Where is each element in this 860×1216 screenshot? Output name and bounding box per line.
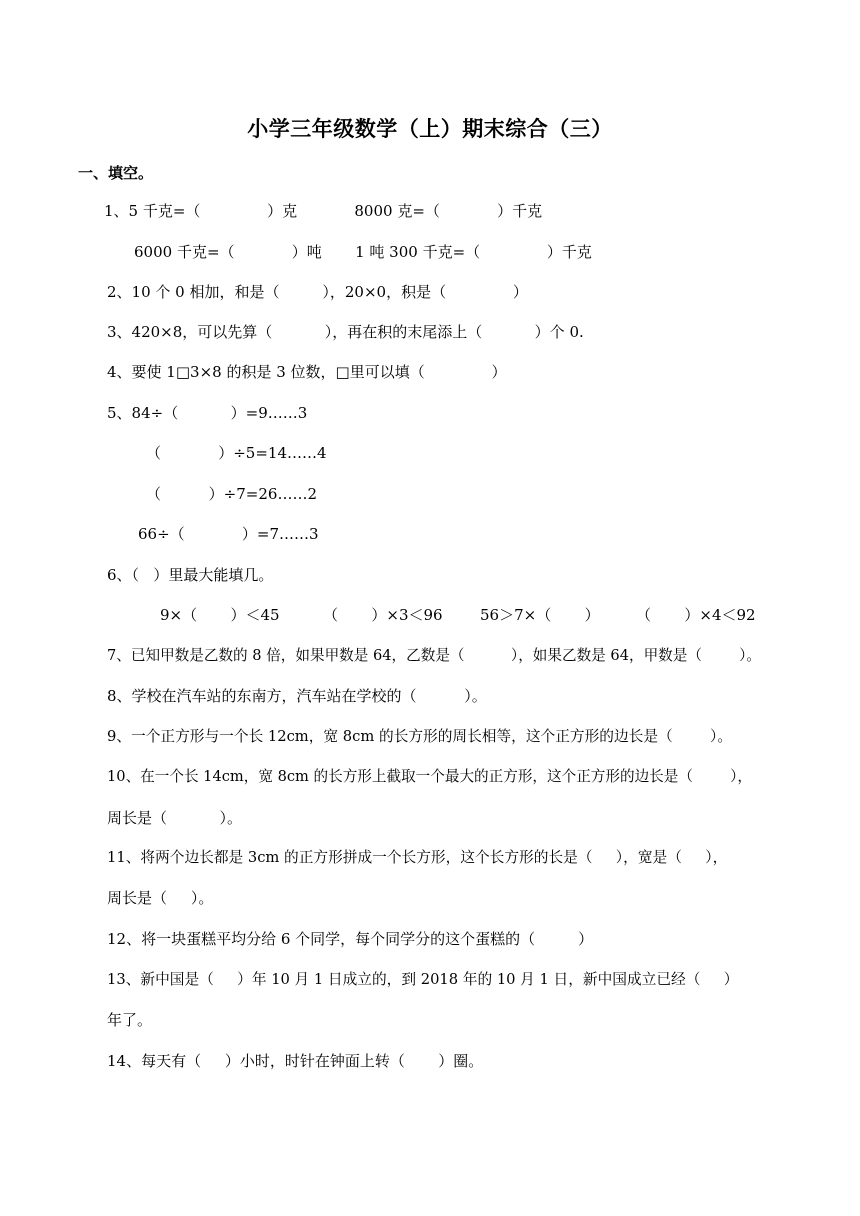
question-1-line-2: 6000 千克=（ ）吨 1 吨 300 千克=（ ）千克 [134, 243, 592, 261]
question-1-line-1: 1、5 千克=（ ）克 8000 克=（ ）千克 [104, 202, 543, 220]
question-6-item-b: （ ）×3＜96 [323, 606, 443, 624]
question-13-line-2: 年了。 [107, 1011, 153, 1029]
question-5-line-3: （ ）÷7=26……2 [146, 485, 317, 503]
question-8: 8、学校在汽车站的东南方，汽车站在学校的（ ）。 [107, 687, 487, 705]
question-11-line-2: 周长是（ ）。 [107, 889, 214, 907]
question-11-line-1: 11、将两个边长都是 3cm 的正方形拼成一个长方形，这个长方形的长是（ ），宽是（ ）， [107, 849, 728, 866]
question-2: 2、10 个 0 相加，和是（ ），20×0，积是（ ） [107, 283, 528, 301]
question-5-line-2: （ ）÷5=14……4 [146, 444, 327, 462]
question-7: 7、已知甲数是乙数的 8 倍，如果甲数是 64，乙数是（ ），如果乙数是 64，甲数是（ ）。 [107, 647, 761, 664]
section-heading-fill-blank: 一、填空。 [78, 164, 154, 182]
question-5-line-1: 5、84÷（ ）=9……3 [107, 404, 308, 422]
page-title: 小学三年级数学（上）期末综合（三） [247, 117, 613, 141]
question-13-line-1: 13、新中国是（ ）年 10 月 1 日成立的，到 2018 年的 10 月 1 日，新中国成立已经（ ） [107, 971, 739, 988]
question-10-line-2: 周长是（ ）。 [107, 809, 242, 827]
question-14: 14、每天有（ ）小时，时针在钟面上转（ ）圈。 [107, 1052, 484, 1070]
question-6-item-a: 9×（ ）＜45 [160, 606, 280, 624]
question-12: 12、将一块蛋糕平均分给 6 个同学，每个同学分的这个蛋糕的（ ） [107, 930, 594, 948]
question-5-line-4: 66÷（ ）=7……3 [138, 525, 319, 543]
question-6-item-c: 56＞7×（ ） [480, 606, 600, 624]
question-9: 9、一个正方形与一个长 12cm，宽 8cm 的长方形的周长相等，这个正方形的边长是（ ）。 [107, 728, 733, 745]
question-4: 4、要使 1□3×8 的积是 3 位数，□里可以填（ ） [107, 363, 507, 381]
question-10-line-1: 10、在一个长 14cm，宽 8cm 的长方形上截取一个最大的正方形，这个正方形的边长是（ ）， [107, 768, 752, 785]
question-6: 6、（ ）里最大能填几。 [107, 566, 274, 584]
question-3: 3、420×8，可以先算（ ），再在积的末尾添上（ ）个 0. [107, 323, 584, 341]
question-6-item-d: （ ）×4＜92 [636, 606, 756, 624]
